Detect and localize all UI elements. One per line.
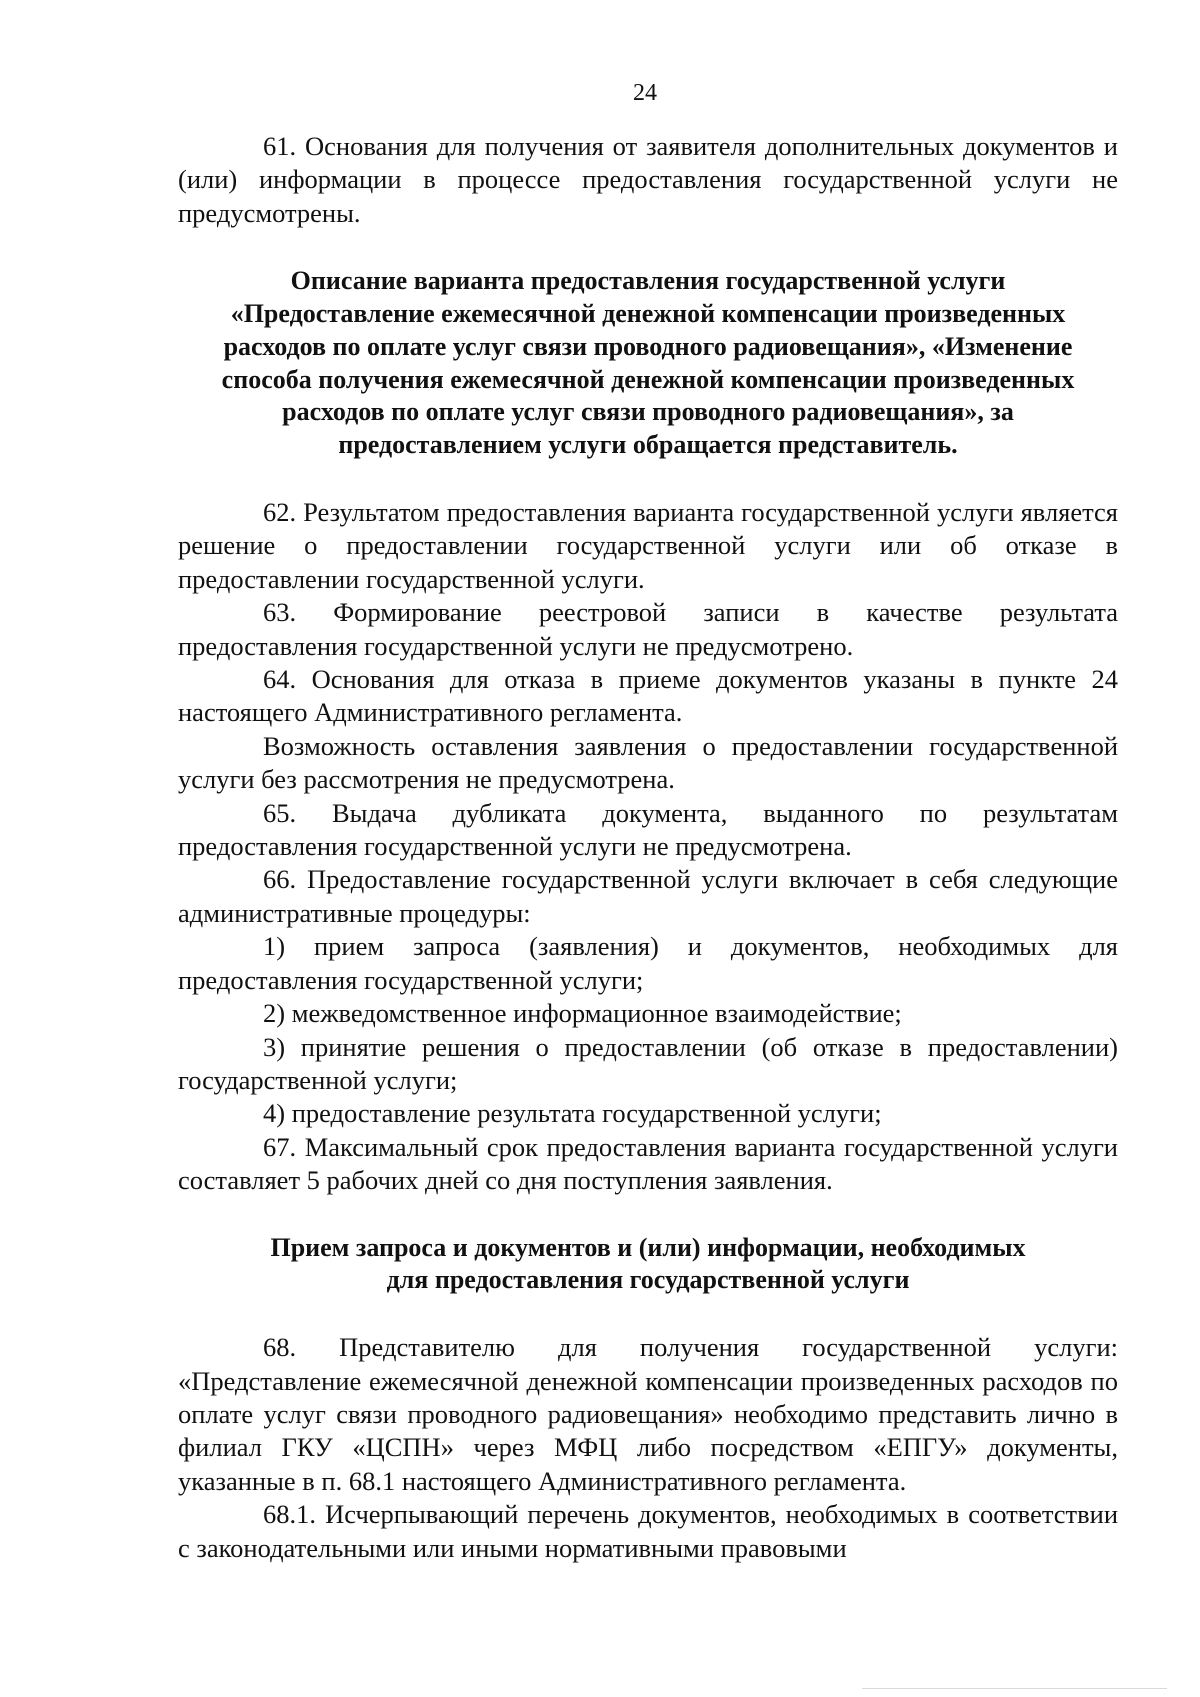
procedure-item-1: 1) прием запроса (заявления) и документов, необходимых для предоставления государственной услуги; <box>178 931 1118 995</box>
procedure-item-4: 4) предоставление результата государственной услуги; <box>263 1098 882 1129</box>
heading-line: для предоставления государственной услуги <box>386 1265 910 1295</box>
heading-line: способа получения ежемесячной денежной компенсации произведенных <box>221 364 1075 394</box>
heading-line: Описание варианта предоставления государственной услуги <box>290 266 1006 296</box>
procedure-item-3: 3) принятие решения о предоставлении (об отказе в предоставлении) государственной услуги; <box>178 1031 1118 1095</box>
heading-line: расходов по оплате услуг связи проводного радиовещания», за <box>282 397 1014 427</box>
paragraph-64-note: Возможность оставления заявления о предоставлении государственной услуги без рассмотрения не предусмотрена. <box>178 730 1118 795</box>
paragraph-66: 66. Предоставление государственной услуги включает в себя следующие административные процедуры: <box>178 864 1118 928</box>
paragraph-62: 62. Результатом предоставления варианта государственной услуги является решение о предоставлении государственной услуги или об отказе в предоставлении государственной услуги. <box>178 497 1118 594</box>
paragraph-65: 65. Выдача дубликата документа, выданного по результатам предоставления государственной услуги не предусмотрена. <box>178 797 1118 862</box>
heading-line: предоставлением услуги обращается представитель. <box>338 430 958 460</box>
page-edge-line <box>862 1688 1167 1689</box>
paragraph-68: 68. Представителю для получения государственной услуги: «Представление ежемесячной денежной компенсации произведенных расходов по оплате услуг связи проводного радиовещания» необходимо представить лично в филиал ГКУ «ЦСПН» через МФЦ либо посредством «ЕПГУ» документы, указанные в п. 68.1 настоящего Административного регламента. <box>178 1332 1118 1496</box>
document-body <box>178 130 1118 1565</box>
section-heading-request-intake <box>178 1232 1118 1298</box>
paragraph-68-1: 68.1. Исчерпывающий перечень документов, необходимых в соответствии с законодательными или иными нормативными правовыми <box>178 1499 1118 1563</box>
page-number: 24 <box>633 80 657 106</box>
procedure-item-2: 2) межведомственное информационное взаимодействие; <box>263 998 902 1029</box>
section-heading-variant-description <box>178 265 1118 462</box>
paragraph-64: 64. Основания для отказа в приеме документов указаны в пункте 24 настоящего Административного регламента. <box>178 664 1118 728</box>
paragraph-61: 61. Основания для получения от заявителя дополнительных документов и (или) информации в процессе предоставления государственной услуги не предусмотрены. <box>178 131 1118 228</box>
heading-line: Прием запроса и документов и (или) информации, необходимых <box>270 1232 1026 1262</box>
paragraph-63: 63. Формирование реестровой записи в качестве результата предоставления государственной услуги не предусмотрено. <box>178 597 1118 661</box>
heading-line: расходов по оплате услуг связи проводного радиовещания», «Изменение <box>223 331 1073 361</box>
heading-line: «Предоставление ежемесячной денежной компенсации произведенных <box>230 299 1066 329</box>
paragraph-67: 67. Максимальный срок предоставления варианта государственной услуги составляет 5 рабочих дней со дня поступления заявления. <box>178 1131 1118 1196</box>
